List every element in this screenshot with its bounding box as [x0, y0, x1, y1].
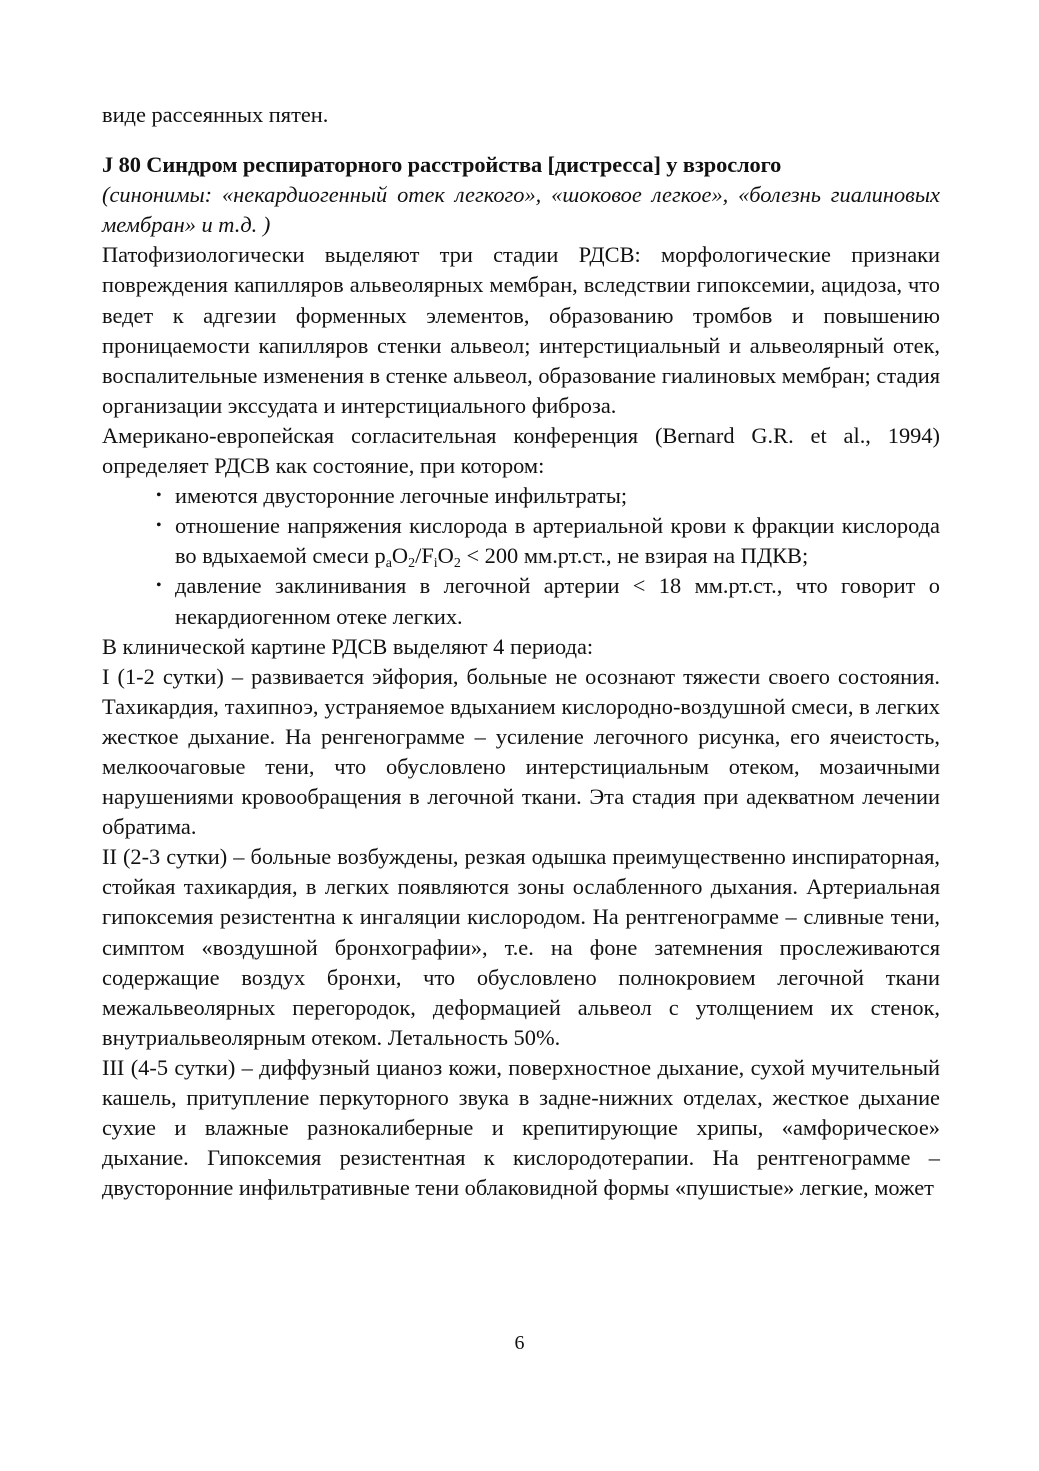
pathophysiology-paragraph: Патофизиологически выделяют три стадии РДСВ: морфологические признаки повреждения капилляров альвеолярных мембран, вследствии гипоксемии, ацидоза, что ведет к адгезии форменных элементов, образованию тромбов и повышению проницаемости капилляров стенки альвеол; интерстициальный и альвеолярный отек, воспалительные изменения в стенке альвеол, образование гиалиновых мембран; стадия организации экссудата и интерстициального фиброза.	[102, 242, 940, 418]
criterion-text: отношение напряжения кислорода в артериальной крови к фракции кислорода во вдыхаемой смеси $p_aO_2/F_iO_2 < 200$ мм.рт.ст., не взирая на ПДКВ;	[175, 513, 940, 572]
conference-paragraph: Американо-европейская согласительная конференция (Bernard G.R. et al., 1994) определяет РДСВ как состояние, при котором:	[102, 422, 940, 479]
period-1-paragraph: I (1-2 сутки) – развивается эйфория, больные не осознают тяжести своего состояния. Тахикардия, тахипноэ, устраняемое вдыханием кислородно-воздушной смеси, в легких жесткое дыхание. На ренгенограмме – усиление легочного рисунка, его ячеистость, мелкоочаговые тени, что обусловлено интерстициальным отеком, мозаичными нарушениями кровообращения в легочной ткани. Эта стадия при адекватном лечении обратима.	[102, 663, 940, 840]
bullet-icon: •	[156, 577, 162, 595]
bullet-icon: •	[156, 487, 162, 505]
list-item	[156, 511, 940, 571]
criterion-text: имеются двусторонние легочные инфильтраты;	[175, 483, 628, 509]
section-heading: J 80 Синдром респираторного расстройства [дистресса] у взрослого	[102, 152, 782, 178]
criteria-list	[102, 481, 940, 631]
clinical-intro-paragraph: В клинической картине РДСВ выделяют 4 периода:	[102, 633, 594, 659]
period-3-paragraph: III (4-5 сутки) – диффузный цианоз кожи, поверхностное дыхание, сухой мучительный кашель, притупление перкуторного звука в задне-нижних отделах, жесткое дыхание сухие и влажные разнокалиберные и крепитирующие хрипы, «амфорическое» дыхание. Гипоксемия резистентная к кислородотерапии. На рентгенограмме – двусторонние инфильтративные тени облаковидной формы «пушистые» легкие, может	[102, 1054, 940, 1201]
document-page	[102, 100, 940, 1203]
list-item	[156, 481, 940, 511]
bullet-icon: •	[156, 517, 162, 535]
intro-fragment: виде рассеянных пятен.	[102, 102, 329, 127]
criterion-text: давление заклинивания в легочной артерии < 18 мм.рт.ст., что говорит о некардиогенном отеке легких.	[175, 573, 940, 629]
period-2-paragraph: II (2-3 сутки) – больные возбуждены, резкая одышка преимущественно инспираторная, стойкая тахикардия, в легких появляются зоны ослабленного дыхания. Артериальная гипоксемия резистентна к ингаляции кислородом. На рентгенограмме – сливные тени, симптом «воздушной бронхографии», т.е. на фоне затемнения прослеживаются содержащие воздух бронхи, что обусловлено полнокровием легочной ткани межальвеолярных перегородок, деформацией альвеол с утолщением их стенок, внутриальвеолярным отеком. Летальность 50%.	[102, 844, 940, 1050]
list-item	[156, 571, 940, 631]
synonyms-paragraph: (синонимы: «некардиогенный отек легкого», «шоковое легкое», «болезнь гиалиновых мембран» и т.д. )	[102, 182, 940, 238]
page-number: 6	[514, 1332, 525, 1354]
